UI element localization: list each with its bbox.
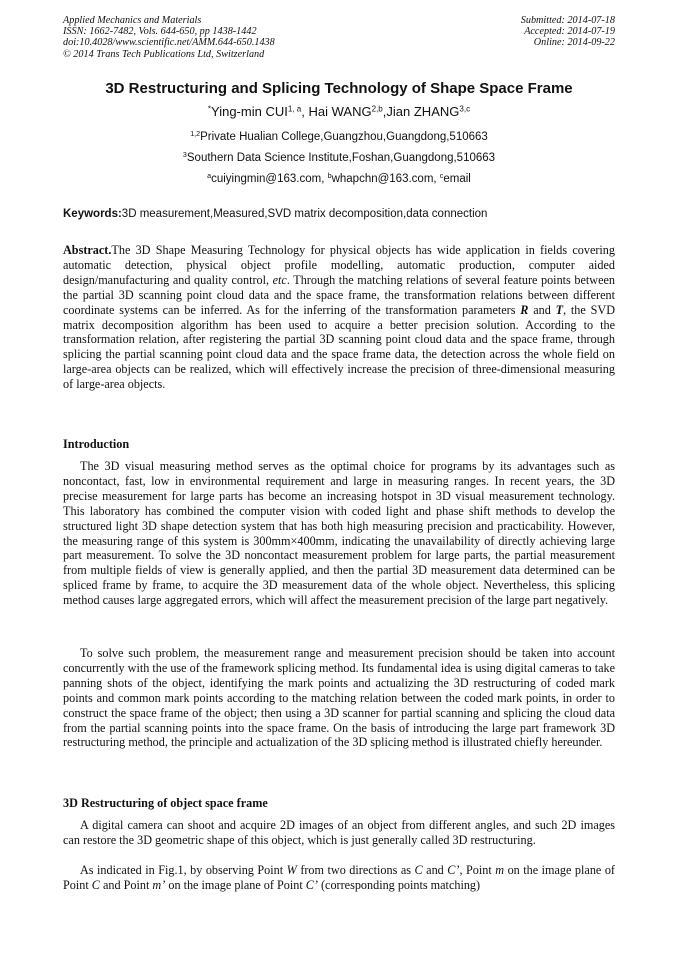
email-line — [0, 173, 678, 185]
author-2: Hai WANG — [308, 104, 372, 119]
symbol-c: C — [91, 877, 100, 892]
keywords — [63, 208, 615, 220]
introduction-paragraph-1: The 3D visual measuring method serves as the optimal choice for programs by its advantages such as noncontact, fast, low in environmental requirement and large in measuring ranges. In recent years, the 3D precise measurement for large parts has become an increasing hotspot in 3D visual measurement technology. This laboratory has combined the computer vision with coded light and phase shift methods to develop the structured light 3D shape detection system that has both high measuring precision and practicability. However, the measuring range of this system is 300mm×400mm, indicating the unavailability of directly achieving large part measurement. To solve the 3D noncontact measurement problem for large parts, the partial measurement from multiple fields of view is generally applied, and then the partial 3D measurement data determined can be spliced frame by frame, to acquire the 3D measurement data of the whole object. Nevertheless, this splicing method causes large aggregated errors, which will affect the measurement precision of the large part negatively. — [63, 459, 615, 608]
section-paragraph-2 — [63, 863, 615, 893]
abstract — [63, 243, 615, 392]
author-3-sup: 3,c — [459, 104, 471, 114]
keywords-label: Keywords: — [63, 208, 122, 220]
paragraph-text: (corresponding points matching) — [317, 877, 481, 892]
introduction-paragraph-2: To solve such problem, the measurement range and measurement precision should be taken into account concurrently with the use of the framework splicing method. Its fundamental idea is using digital cameras to take panning shots of the object, identifying the mark points and actualizing the 3D restructuring of coded mark points and common mark points according to the matching relation between the coded mark points, in order to construct the space frame of the object; then using a 3D scanner for partial scanning and splicing the cloud data from the partial scanning points into the space frame. On the basis of introducing the large part framework 3D restructuring method, the principle and actualization of the 3D splicing method is illustrated chiefly hereunder. — [63, 646, 615, 750]
journal-header — [63, 15, 275, 60]
email-c-sup: c — [439, 172, 444, 181]
email-a-sup: a — [207, 172, 212, 181]
symbol-c: C — [414, 863, 423, 877]
symbol-c-prime: C’ — [447, 863, 460, 877]
symbol-c-prime: C’ — [305, 877, 318, 892]
author-3: Jian ZHANG — [386, 104, 460, 119]
symbol-t: T — [555, 302, 564, 317]
doi-line: doi:10.4028/www.scientific.net/AMM.644-650.1438 — [63, 37, 275, 49]
online-date: Online: 2014-09-22 — [533, 37, 615, 49]
email-a: cuiyingmin@163.com, — [211, 173, 328, 185]
abstract-text: and — [528, 302, 556, 317]
corresponding-mark: * — [207, 104, 212, 114]
symbol-r: R — [520, 302, 529, 317]
author-2-sup: 2,b — [371, 104, 383, 114]
affiliation-1-text: Private Hualian College,Guangzhou,Guangdong,510663 — [200, 131, 488, 143]
author-separator: , — [301, 104, 309, 119]
email-b-sup: b — [327, 172, 332, 181]
symbol-w: W — [286, 863, 297, 877]
keywords-text: 3D measurement,Measured,SVD matrix decomposition,data connection — [121, 208, 488, 220]
abstract-text: , the SVD matrix decomposition algorithm has been used to acquire a better precision solution. According to the transformation relation, after registering the partial 3D scanning point cloud data and the space frame, through splicing the partial scanning point cloud data and the space frame data, the detection across the whole field on large-area objects can be realized, which will effectively increase the precision of three-dimensional measuring of large-area objects. — [63, 302, 615, 392]
dates-header — [521, 15, 615, 49]
affiliation-1-sup: 1,2 — [190, 130, 201, 139]
journal-name: Applied Mechanics and Materials — [63, 15, 202, 26]
author-1-sup: 1, a — [287, 104, 302, 114]
section-paragraph-1: A digital camera can shoot and acquire 2D images of an object from different angles, and such 2D images can restore the 3D geometric shape of this object, which is just generally called 3D restructuring. — [63, 818, 615, 847]
abstract-label: Abstract. — [63, 243, 112, 257]
paragraph-text: As indicated in Fig.1, by observing Point — [80, 863, 287, 877]
abstract-text: The 3D Shape Measuring Technology for physical objects has wide application in fields covering automatic detection, physical object profile modelling, automatic production, computer aided design/manufacturing and quality control, — [63, 243, 615, 287]
copyright-line: © 2014 Trans Tech Publications Ltd, Switzerland — [63, 48, 265, 60]
affiliation-1 — [0, 131, 678, 143]
author-list — [0, 104, 678, 119]
accepted-date: Accepted: 2014-07-19 — [524, 26, 615, 38]
paragraph-text: and Point — [99, 877, 153, 892]
paragraph-text: , Point — [459, 863, 496, 877]
abstract-text: . Through the matching relations of several feature points between the partial 3D scanning point cloud data and the space frame, the transformation relations between different coordinate systems can be inferred. As for the inferring of the transformation parameters — [63, 272, 615, 317]
section-heading: 3D Restructuring of object space frame — [63, 796, 268, 810]
paragraph-text: on the image plane of Point — [63, 863, 615, 892]
author-separator: , — [382, 104, 387, 119]
symbol-m-prime: m’ — [152, 877, 166, 892]
email-b: whapchn@163.com, — [331, 173, 440, 185]
affiliation-2 — [0, 152, 678, 164]
issn-line: ISSN: 1662-7482, Vols. 644-650, pp 1438-1442 — [63, 26, 257, 38]
author-1: Ying-min CUI — [211, 104, 288, 119]
abstract-etc: etc — [272, 272, 287, 287]
introduction-heading: Introduction — [63, 437, 130, 451]
symbol-m: m — [495, 863, 505, 877]
paragraph-text: on the image plane of Point — [165, 877, 306, 892]
paragraph-text: from two directions as — [296, 863, 415, 877]
affiliation-2-sup: 3 — [182, 151, 187, 160]
paper-title: 3D Restructuring and Splicing Technology of Shape Space Frame — [105, 80, 573, 97]
submitted-date: Submitted: 2014-07-18 — [520, 15, 615, 26]
email-c: email — [443, 173, 471, 185]
paragraph-text: and — [422, 863, 448, 877]
affiliation-2-text: Southern Data Science Institute,Foshan,Guangdong,510663 — [186, 152, 496, 164]
